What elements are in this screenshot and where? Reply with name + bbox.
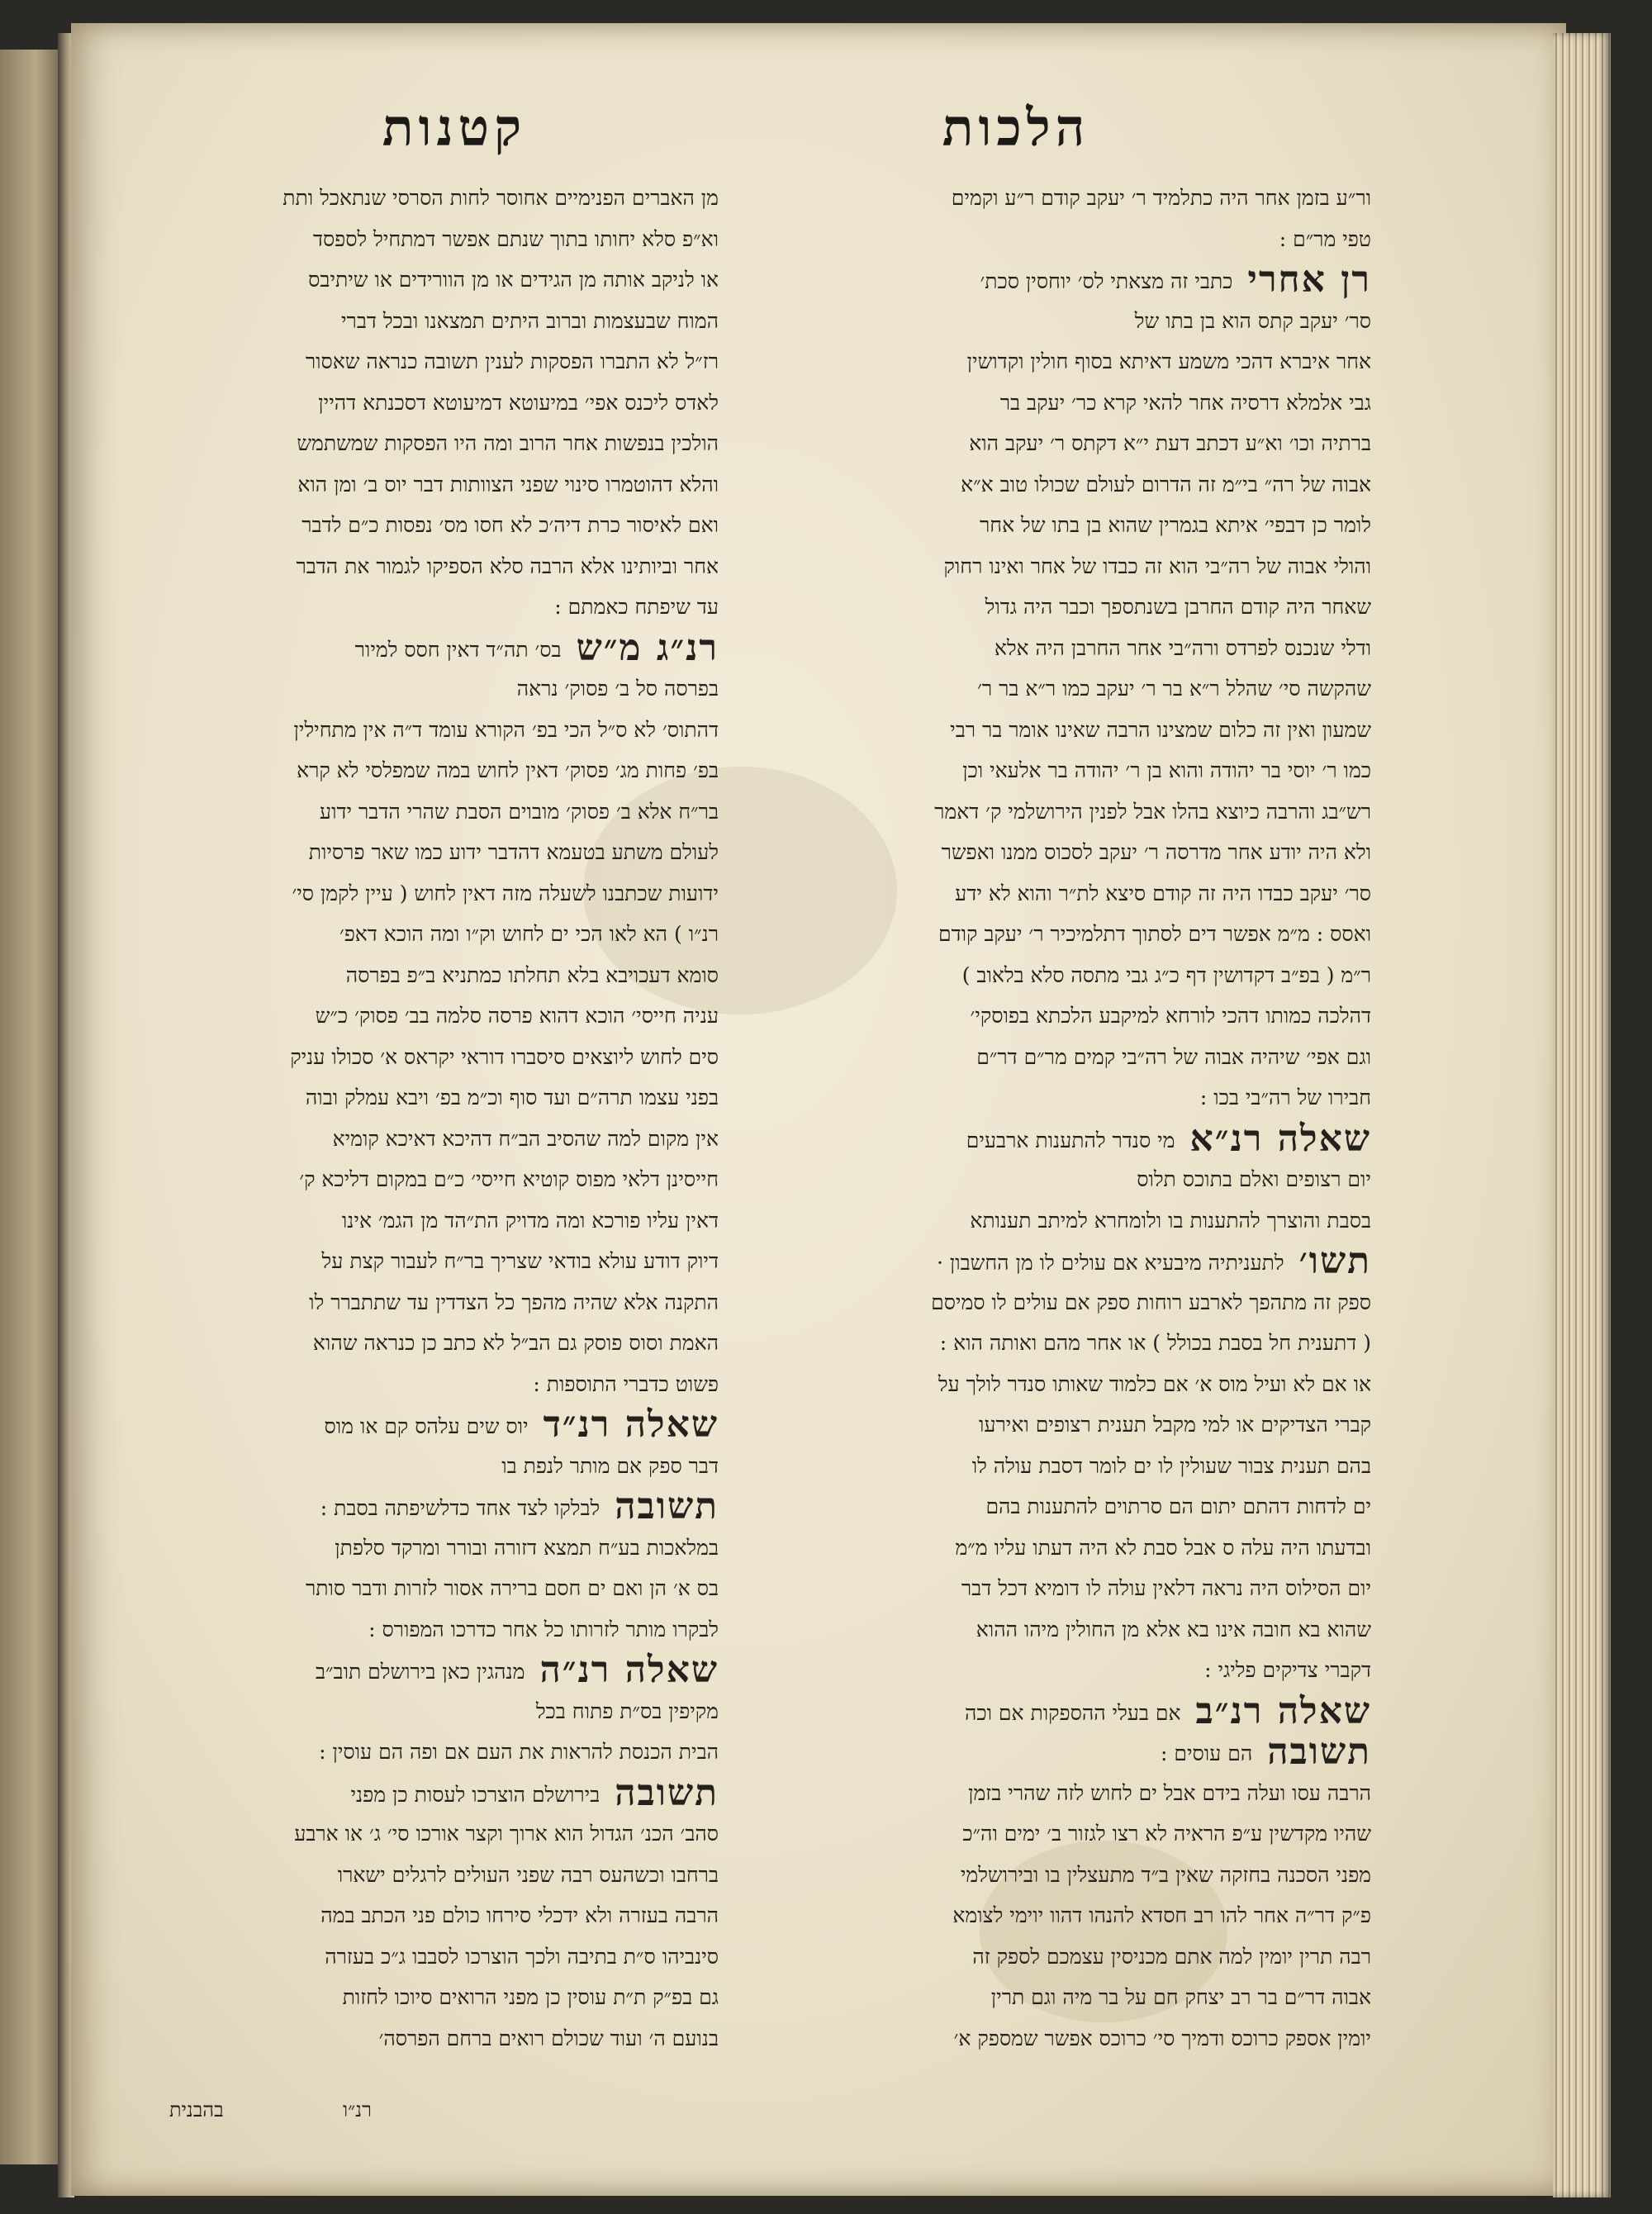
text-line: [116, 423, 719, 464]
text-line: [731, 791, 1371, 833]
line-text: בהם תענית צבור שעולין לו ים לומר דסבת עולה לו: [971, 1453, 1371, 1478]
line-text: הרבה עסו ועלה בידם אבל ים לחוש לזה שהרי בזמן: [968, 1780, 1371, 1805]
text-line: [731, 219, 1371, 260]
line-text: בנועם ה׳ ועוד שכולם רואים ברחם הפרסה׳: [378, 2026, 719, 2050]
text-line: [116, 710, 719, 751]
line-text: דהתוס׳ לא ס״ל הכי בפ׳ הקורא עומד ד״ה אין מתחילין: [293, 717, 719, 742]
line-text: ור״ע בזמן אחר היה כתלמיד ר׳ יעקב קודם ר״ע וקמים: [951, 186, 1371, 210]
line-text: אם בעלי ההספקות אם וכה: [964, 1700, 1181, 1725]
line-text: לתעניתיה מיבעיא אם עולים לו מן החשבון ·: [936, 1251, 1284, 1275]
line-text: פ״ק דר״ה אחר להו רב חסדא להנהו דהוו יוימי לצומא: [952, 1903, 1371, 1927]
line-text: דאין עליו פורכא ומה מדויק הת״הד מן הגמ׳ אינו: [341, 1208, 719, 1233]
text-line: [116, 505, 719, 546]
text-line: [116, 955, 719, 996]
text-line: [116, 1773, 719, 1814]
line-text: לומר כן דבפי׳ איתא בגמרין שהוא בן בתו של אחר: [980, 513, 1371, 537]
line-text: ודלי שנכנס לפרדס ורה״בי אחר החרבן היה אלא: [994, 635, 1371, 660]
text-line: [731, 668, 1371, 710]
line-text: והלא דהוטמרו סינוי שפני הצוותות דבר יוס ב׳ ומן הוא: [297, 472, 719, 496]
line-text: בס א׳ הן ואם ים חסם ברירה אסור לזרות ודבר סותר: [306, 1576, 719, 1600]
line-text: התקנה אלא שהיה מהפך כל הצדדין עד שתתברר לו: [309, 1290, 719, 1314]
line-text: שהיו מקדשין ע״פ הראיה לא רצו לגזור ב׳ ימים וה״כ: [962, 1822, 1371, 1846]
text-line: [731, 873, 1371, 915]
line-text: יום רצופים ואלם בתוכס תלוס: [1137, 1167, 1371, 1191]
section-heading: שאלה רנ״ד: [543, 1404, 719, 1446]
text-line: [731, 1446, 1371, 1487]
text-line: [731, 1037, 1371, 1078]
text-line: [116, 1895, 719, 1936]
text-line: [731, 995, 1371, 1037]
text-line: [731, 1773, 1371, 1814]
section-heading: שאלה רנ״ה: [539, 1650, 719, 1691]
text-line: [731, 1609, 1371, 1651]
text-line: [731, 1241, 1371, 1282]
line-text: או אם לא ועיל מוס א׳ אם כלמוד שאותו סנדר לולך על: [938, 1371, 1371, 1396]
line-text: סומא דעכויבא בלא תחלתו כמתניא ב״פ בפרסה: [345, 962, 719, 987]
line-text: ר״מ ( בפ״ב דקדושין דף כ״ג גבי מתסה סלא בלאוב ): [961, 962, 1371, 987]
text-line: [116, 1119, 719, 1160]
line-text: רנ״ו ) הא לאו הכי ים לחוש וק״ו ומה הוכא דאפ׳: [339, 922, 719, 946]
line-text: בפני עצמו תרה״ם ועד סוף וכ״מ בפ׳ ויבא עמלק ובוה: [305, 1086, 719, 1109]
text-line: [731, 1282, 1371, 1323]
text-line: [731, 1119, 1371, 1160]
line-text: גם בפ״ק ת״ת עוסין כן מפני הרואים סיוכו לחזות: [342, 1985, 719, 2009]
line-text: סינביהו ס״ת בתיבה ולכך הוצרכו לסבבו ג״כ בעזרה: [325, 1944, 719, 1969]
line-text: ולא היה יודע אחר מדרסה ר׳ יעקב לסכוס ממנו ואפשר: [941, 840, 1371, 864]
line-text: וא״פ סלא יחותו בתוך שנתם אפשר דמתחיל לספסד: [312, 226, 719, 251]
line-text: סר׳ יעקב קתס הוא בן בתו של: [1134, 308, 1371, 333]
text-line: [116, 219, 719, 260]
line-text: אחר איברא דהכי משמע דאיתא בסוף חולין וקדושין: [966, 349, 1371, 373]
running-header-right: הלכות: [942, 97, 1090, 158]
text-line: [731, 1855, 1371, 1896]
text-line: [731, 1568, 1371, 1609]
line-text: ובדעתו היה עלה ס אבל סבת לא היה דעתו עליו מ״מ: [955, 1535, 1371, 1560]
text-line: [116, 1609, 719, 1651]
line-text: רז״ל לא התברו הפסקות לענין תשובה כנראה שאסור: [305, 349, 719, 373]
text-line: [731, 1200, 1371, 1242]
text-line: [116, 382, 719, 424]
section-heading: שאלה רנ״ב: [1195, 1690, 1371, 1732]
text-line: [116, 1527, 719, 1569]
text-line: [116, 832, 719, 873]
line-text: אין מקום למה שהסיב הב״ח דהיכא דאיכא קומיא: [332, 1126, 719, 1151]
line-text: שהקשה סי׳ שהלל ר״א בר ר׳ יעקב כמו ר״א בר ר׳: [977, 677, 1371, 701]
text-line: [731, 1732, 1371, 1773]
line-text: כתבי זה מצאתי לס׳ יוחסין סכת׳: [980, 269, 1233, 293]
section-heading: תשו׳: [1298, 1241, 1371, 1282]
line-text: הבית הכנסת להראות את העם אם ופה הם עוסין :: [319, 1740, 719, 1764]
text-line: [116, 2018, 719, 2060]
line-text: יומין אספק כרוכס ודמיך סי׳ כרוכס אפשר שמספק א׳: [953, 2026, 1371, 2050]
text-line: [116, 1977, 719, 2018]
line-text: ואם לאיסור כרת דיה׳כ לא חסו מס׳ נפסות כ״ם לדבר: [301, 513, 719, 537]
line-text: ואסס : מ״מ אפשר דים לסתוך דתלמיכיר ר׳ יעקב קודם: [938, 922, 1371, 946]
text-line: [731, 1077, 1371, 1119]
text-line: [116, 1650, 719, 1691]
line-text: והולי אבוה של רה״בי הוא זה כבדו של אחר ואינו רחוק: [943, 554, 1371, 578]
line-text: פשוט כדברי התוספות :: [533, 1371, 719, 1396]
text-line: [116, 1404, 719, 1446]
text-line: [116, 546, 719, 587]
text-line: [731, 1159, 1371, 1200]
line-text: לאדס ליכנס אפי׳ במיעוטא דמיעוטא דסכנתא דהיין: [318, 390, 719, 415]
text-line: [731, 259, 1371, 301]
line-text: ברחבו וכשהעס רבה שפני העולים לרגלים ישארו: [337, 1862, 719, 1887]
text-line: [731, 1813, 1371, 1855]
text-line: [116, 1159, 719, 1200]
text-line: [116, 1037, 719, 1078]
line-text: בר״ח אלא ב׳ פסוק׳ מובוים הסבת שהרי הדבר ידוע: [319, 799, 719, 824]
text-line: [116, 259, 719, 301]
text-line: [116, 1732, 719, 1773]
line-text: בס׳ תה״ד דאין חסס למיור: [354, 637, 562, 662]
line-text: בירושלם הוצרכו לעסות כן מפני: [350, 1782, 601, 1807]
text-line: [116, 873, 719, 915]
line-text: אחר וביותינו אלא הרבה סלא הספיקו לגמור את הדבר: [296, 554, 719, 578]
section-heading: רנ״ג מ״ש: [576, 627, 719, 668]
line-text: שאחר היה קודם החרבן בשנתספך וכבר היה גדול: [985, 595, 1371, 619]
text-line: [116, 1200, 719, 1242]
line-text: מי סנדר להתענות ארבעים: [966, 1128, 1175, 1152]
line-text: הולכין בנפשות אחר הרוב ומה היו הפסקות שמשתמש: [297, 431, 719, 455]
text-line: [731, 1895, 1371, 1936]
line-text: דיוק דודע עולא בודאי שצריך בר״ח לעבור קצת על: [321, 1249, 719, 1273]
text-line: [731, 178, 1371, 219]
line-text: מנהגין כאן בירושלם תוב״ב: [315, 1660, 525, 1684]
catchword: בהבנית: [169, 2098, 224, 2121]
line-text: סהב׳ הכנ׳ הגדול הוא ארוך וקצר אורכו סי׳ ג׳ או ארבע: [294, 1822, 719, 1846]
line-text: עד שיפתח כאמתם :: [554, 595, 719, 619]
text-line: [731, 832, 1371, 873]
text-line: [116, 750, 719, 791]
text-line: [731, 914, 1371, 955]
line-text: יום הסילוס היה נראה דלאין עולה לו דומיא דכל דבר: [961, 1576, 1371, 1600]
text-line: [116, 1568, 719, 1609]
line-text: רבה תרין יומין למה אתם מכניסין עצמכם לספק זה: [972, 1944, 1371, 1969]
line-text: טפי מר״ם :: [1279, 226, 1371, 251]
line-text: מקיפין בס״ת פתוח בכל: [535, 1699, 719, 1723]
text-line: [116, 464, 719, 506]
line-text: במלאכות בע״ח תמצא דזורה ובורר ומרקד סלפתן: [335, 1535, 719, 1560]
line-text: בסבת והוצרך להתענות בו ולומחרא למיתב תענותא: [970, 1208, 1371, 1233]
section-heading: תשובה: [1267, 1732, 1371, 1773]
line-text: סים לחוש ליוצאים סיסברו דוראי יקראס א׳ סכולו עניק: [290, 1044, 719, 1069]
text-line: [116, 1077, 719, 1119]
text-line: [116, 995, 719, 1037]
line-text: הם עוסים :: [1161, 1741, 1253, 1765]
line-text: שמעון ואין זה כלום שמצינו הרבה שאינו אומר בר רבי: [950, 717, 1371, 742]
line-text: ידועות שכתבנו לשעלה מזה דאין לחוש ( עיין לקמן סי׳: [292, 881, 719, 905]
line-text: חייסינן דלאי מפוס קוטיא חייסי׳ כ״ם במקום דליכא ק׳: [299, 1167, 719, 1191]
text-line: [731, 382, 1371, 424]
line-text: ( דתענית חל בסבת בכולל ) או אחר מהם ואותה הוא :: [939, 1331, 1371, 1355]
text-line: [731, 505, 1371, 546]
section-heading: שאלה רנ״א: [1189, 1118, 1371, 1159]
line-text: לבקרו מותר לזרותו כל אחר כדרכו המפורס :: [368, 1617, 719, 1641]
text-line: [731, 1486, 1371, 1527]
line-text: אבוה של רה״ בי״מ זה הדרום לעולם שכולו טוב א״א: [961, 472, 1371, 496]
text-line: [116, 587, 719, 628]
line-text: לבלקו לצד אחד כדלשיפתה בסבת :: [320, 1496, 601, 1520]
line-text: מן האברים הפנימיים אחוסר לחות הסרסי שנתאכל ותת: [282, 186, 719, 210]
text-line: [116, 628, 719, 669]
line-text: דבר ספק אם מותר לנפת בו: [501, 1453, 719, 1478]
text-line: [731, 464, 1371, 506]
line-text: עניה חייסי׳ הוכא דהוא פרסה סלמה בב׳ פסוק׳ כ״ש: [315, 1004, 719, 1028]
text-line: [731, 1936, 1371, 1978]
text-line: [731, 546, 1371, 587]
text-line: [116, 1241, 719, 1282]
line-text: ים לדחות דהתם יתום הם סרתוים להתענות בהם: [985, 1494, 1371, 1518]
text-line: [731, 628, 1371, 669]
line-text: יוס שים עלהס קם או מוס: [324, 1414, 529, 1438]
text-line: [731, 1691, 1371, 1732]
left-text-column: [116, 178, 719, 2059]
text-line: [731, 1650, 1371, 1691]
text-line: [731, 955, 1371, 996]
right-text-column: [731, 178, 1371, 2059]
text-line: [116, 914, 719, 955]
text-line: [731, 1364, 1371, 1405]
line-text: בפ׳ פחות מג׳ פסוק׳ דאין לחוש במה שמפלסי לא קרא: [297, 758, 719, 782]
text-line: [116, 1282, 719, 1323]
running-header-left: קטנות: [382, 97, 527, 158]
text-line: [731, 1404, 1371, 1446]
text-line: [116, 1813, 719, 1855]
text-line: [116, 1855, 719, 1896]
line-text: וגם אפי׳ שיהיה אבוה של רה״בי קמים מר״ם דר״ם: [976, 1044, 1371, 1069]
text-line: [116, 1486, 719, 1527]
text-line: [731, 587, 1371, 628]
text-line: [116, 341, 719, 382]
line-text: מפני הסכנה בחזקה שאין ב״ד מתעצלין בו ובירושלמי: [960, 1862, 1371, 1887]
line-text: ברתיה וכו׳ וא״ע דכתב דעת י״א דקתס ר׳ יעקב הוא: [969, 431, 1371, 455]
text-line: [731, 750, 1371, 791]
line-text: המוח שבעצמות וברוב היתים תמצאנו ובכל דברי: [341, 308, 719, 333]
line-text: לעולם משתע בטעמא דהדבר ידוע כמו שאר פרסיות: [308, 840, 719, 864]
text-line: [731, 423, 1371, 464]
line-text: בפרסה סל ב׳ פסוק׳ נראה: [516, 677, 719, 701]
text-line: [731, 1323, 1371, 1364]
previous-page-edge: [0, 50, 64, 2164]
page-fore-edge: [1553, 33, 1611, 2197]
line-text: או לניקב אותה מן הגידים או מן הוורידים או שיתיבס: [308, 268, 719, 292]
line-text: חבירו של רה״בי בכו :: [1199, 1086, 1371, 1109]
line-text: דקברי צדיקים פליגי :: [1204, 1658, 1371, 1682]
text-line: [731, 1527, 1371, 1569]
text-line: [116, 668, 719, 710]
text-line: [731, 301, 1371, 342]
line-text: גבי אלמלא דרסיה אחר להאי קרא כר׳ יעקב בר: [999, 390, 1371, 415]
text-line: [116, 301, 719, 342]
line-text: ספק זה מתהפך לארבע רוחות ספק אם עולים לו סמיסם: [931, 1290, 1371, 1314]
section-heading: תשובה: [615, 1486, 719, 1527]
text-line: [116, 1446, 719, 1487]
text-line: [116, 178, 719, 219]
section-heading: רן אחרי: [1247, 259, 1371, 301]
line-text: קברי הצדיקים או למי מקבל תענית רצופים ואירעו: [978, 1413, 1371, 1437]
line-text: סר׳ יעקב כבדו היה זה קודם סיצא לת״ר והוא לא ידע: [955, 881, 1371, 905]
line-text: אבוה דר״ם בר רב יצחק חם על בר מיה וגם תרין: [990, 1985, 1371, 2009]
line-text: האמת וסוס פוסק גם הב״ל לא כתב כן כנראה שהוא: [312, 1331, 719, 1355]
section-heading: תשובה: [615, 1772, 719, 1813]
text-line: [116, 1364, 719, 1405]
signature-mark: רנ״ו: [343, 2098, 372, 2121]
line-text: דהלכה כמותו דהכי לורחא למיקבע הלכתא בפוסקי׳: [970, 1004, 1371, 1028]
text-line: [116, 1691, 719, 1732]
line-text: כמו ר׳ יוסי בר יהודה והוא בן ר׳ יהודה בר אלעאי וכן: [962, 758, 1371, 782]
text-line: [731, 1977, 1371, 2018]
line-text: רש״בג והרבה כיוצא בהלו אבל לפנין הירושלמי ק׳ דאמר: [934, 799, 1371, 824]
text-line: [116, 791, 719, 833]
text-line: [731, 710, 1371, 751]
line-text: שהוא בא חובה אינו בא אלא מן החולין מיהו ההוא: [976, 1617, 1371, 1641]
text-line: [731, 2018, 1371, 2060]
text-line: [116, 1936, 719, 1978]
text-line: [731, 341, 1371, 382]
line-text: הרבה בעזרה ולא ידכלי סירחו כולם פני הכתב במה: [320, 1903, 719, 1927]
text-line: [116, 1323, 719, 1364]
